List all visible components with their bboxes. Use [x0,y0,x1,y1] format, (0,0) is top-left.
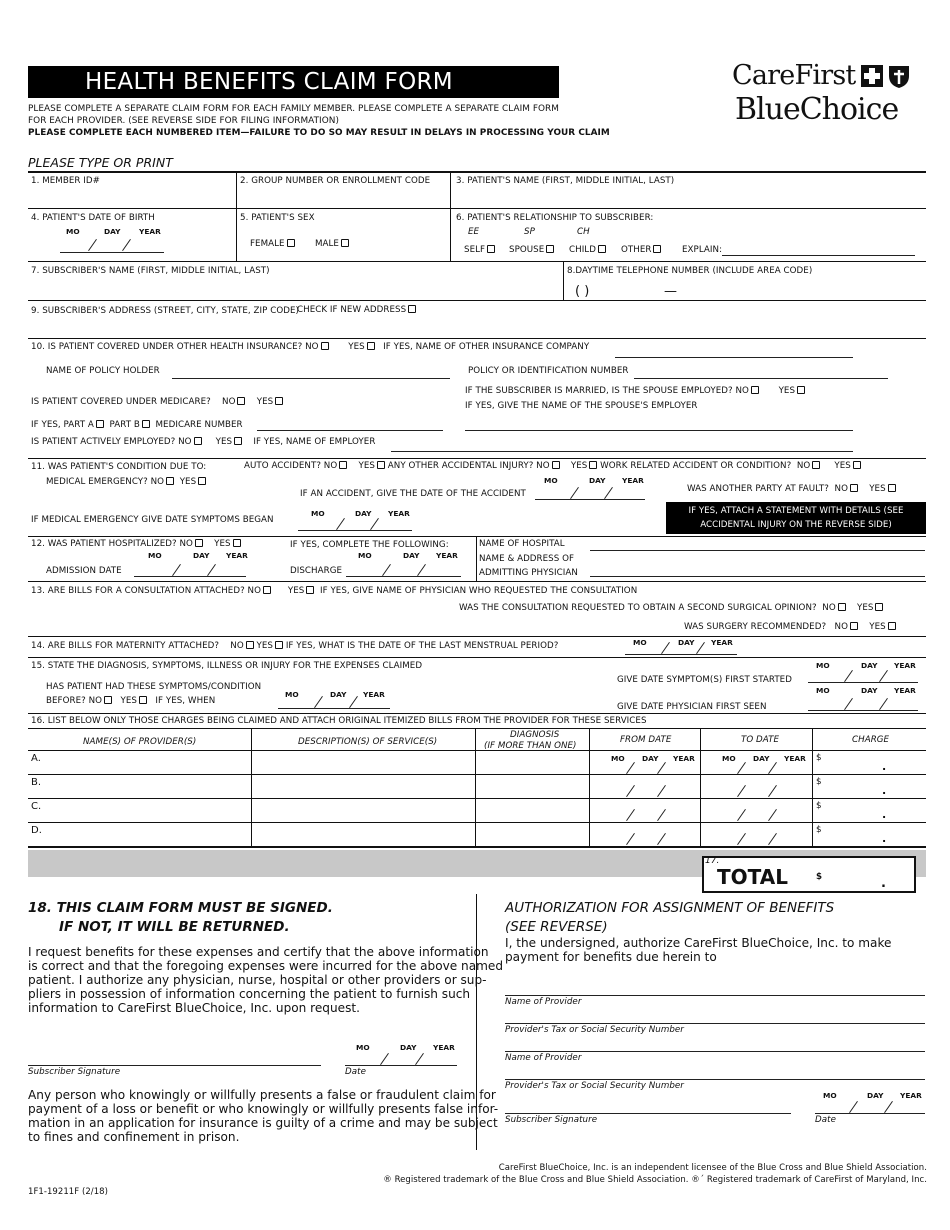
emergency-date-label: IF MEDICAL EMERGENCY GIVE DATE SYMPTOMS BEGAN [31,515,274,525]
assignment-heading: AUTHORIZATION FOR ASSIGNMENT OF BENEFITS [505,900,835,916]
day-label: DAY [867,1091,884,1100]
day-label: DAY [400,1043,417,1052]
ee-label: EE [468,227,480,237]
complete-following-label: IF YES, COMPLETE THE FOLLOWING: [290,540,449,550]
group-number-field[interactable] [238,186,448,206]
consultation-question[interactable]: 13. ARE BILLS FOR A CONSULTATION ATTACHED? NO YES IF YES, GIVE NAME OF PHYSICIAN WHO REQUESTED THE CONSULTATION [31,586,638,596]
footer-licensee: CareFirst BlueChoice, Inc. is an independent licensee of the Blue Cross and Blue Shield Association. [498,1163,927,1173]
medicare-parts[interactable]: IF YES, PART A PART B MEDICARE NUMBER [31,420,243,430]
col-from-date: FROM DATE [620,735,672,745]
col-provider: NAME(S) OF PROVIDER(S) [83,737,197,747]
accident-date-field[interactable] [535,499,645,500]
surgery-question[interactable]: WAS SURGERY RECOMMENDED? NO YES [684,622,896,632]
phone-dash: — [664,284,677,299]
charge-dot-b: . [882,784,887,797]
day-label: DAY [104,227,121,236]
authorization-text: I, the undersigned, authorize CareFirst BlueChoice, Inc. to make payment for benefits due herein to [505,936,892,964]
charges-label: 16. LIST BELOW ONLY THOSE CHARGES BEING CLAIMED AND ATTACH ORIGINAL ITEMIZED BILLS FROM THE PROVIDER FOR THESE SERVICES [31,716,647,726]
explain-field[interactable] [722,255,915,256]
instructions-line-1: PLEASE COMPLETE A SEPARATE CLAIM FORM FOR EACH FAMILY MEMBER. PLEASE COMPLETE A SEPARATE CLAIM FORM [28,104,559,114]
mo-label: MO [544,476,558,485]
day-label: DAY [861,686,878,695]
policy-id-field[interactable] [634,378,888,379]
spouse-employed-question[interactable]: IF THE SUBSCRIBER IS MARRIED, IS THE SPOUSE EMPLOYED? NO YES [465,386,805,396]
mo-label: MO [358,551,372,560]
year-label: YEAR [436,551,458,560]
medicare-question[interactable]: IS PATIENT COVERED UNDER MEDICARE? NO YES [31,397,283,407]
year-label: YEAR [363,690,385,699]
dob-field[interactable] [60,252,164,253]
group-number-label: 2. GROUP NUMBER OR ENROLLMENT CODE [240,176,431,186]
symptoms-when-field[interactable] [278,708,390,709]
charge-dot-d: . [882,832,887,845]
form-title: HEALTH BENEFITS CLAIM FORM [28,66,559,98]
logo-bluechoice: BlueChoice [735,92,899,127]
logo-carefirst: CareFirst [732,60,856,91]
day-label: DAY [193,551,210,560]
employed-question[interactable]: IS PATIENT ACTIVELY EMPLOYED? NO YES IF YES, NAME OF EMPLOYER [31,437,376,447]
cross-shield-icon [861,63,913,93]
spouse-employer-field[interactable] [465,430,853,431]
total-dollar: $ [816,872,823,882]
day-label: DAY [589,476,606,485]
physician-seen-label: GIVE DATE PHYSICIAN FIRST SEEN [617,702,767,712]
year-label: YEAR [784,754,806,763]
medical-emergency-question[interactable]: MEDICAL EMERGENCY? NO YES [46,477,206,487]
day-label: DAY [330,690,347,699]
provider-name-field-2[interactable] [505,1051,925,1052]
spouse-checkbox [546,245,554,253]
had-symptoms-label: HAS PATIENT HAD THESE SYMPTOMS/CONDITION [46,682,262,692]
assignment-date-label: Date [815,1115,836,1125]
medicare-number-field[interactable] [257,430,443,431]
footer-trademark: ® Registered trademark of the Blue Cross and Blue Shield Association. ®´ Registered trademark of CareFirst of Maryland, Inc. [383,1175,927,1185]
other-party-question[interactable]: WAS ANOTHER PARTY AT FAULT? NO YES [687,484,896,494]
year-label: YEAR [226,551,248,560]
year-label: YEAR [711,638,733,647]
other-option[interactable]: OTHER [621,245,661,255]
member-id-field[interactable] [30,186,235,206]
condition-label: 11. WAS PATIENT'S CONDITION DUE TO: [31,462,207,472]
diagnosis-label: 15. STATE THE DIAGNOSIS, SYMPTOMS, ILLNESS OR INJURY FOR THE EXPENSES CLAIMED [31,661,423,671]
female-checkbox [287,239,295,247]
instructions-line-3: PLEASE COMPLETE EACH NUMBERED ITEM—FAILURE TO DO SO MAY RESULT IN DELAYS IN PROCESSING YOUR CLAIM [28,128,610,138]
total-label: TOTAL [717,865,788,889]
year-label: YEAR [433,1043,455,1052]
relationship-label: 6. PATIENT'S RELATIONSHIP TO SUBSCRIBER: [456,213,654,223]
policy-holder-field[interactable] [172,378,450,379]
col-to-date: TO DATE [741,735,780,745]
other-insurance-question[interactable]: 10. IS PATIENT COVERED UNDER OTHER HEALTH INSURANCE? NO YES IF YES, NAME OF OTHER INSURANCE COMPANY [31,342,590,352]
provider-name-label-1: Name of Provider [505,997,582,1007]
row-label-b: B. [31,777,42,788]
mo-label: MO [823,1091,837,1100]
admission-label: ADMISSION DATE [46,566,122,576]
day-label: DAY [642,754,659,763]
form-code: 1F1-19211F (2/18) [28,1187,108,1197]
member-id-label: 1. MEMBER ID# [31,176,100,186]
before-question[interactable]: BEFORE? NO YES IF YES, WHEN [46,696,216,706]
certification-text: I request benefits for these expenses and certify that the above information is correct and that the foregoing expenses were incurred for the above named patient. I authorize any physician, nurse, hospital or other providers or sup- pliers in possession of information concerning the patient to furnish such information to CareFirst BlueChoice, Inc. upon request. [28,945,504,1015]
provider-name-label-2: Name of Provider [505,1053,582,1063]
instructions-line-2: FOR EACH PROVIDER. (SEE REVERSE SIDE FOR FILING INFORMATION) [28,116,339,126]
type-or-print: PLEASE TYPE OR PRINT [28,155,173,170]
fraud-warning: Any person who knowingly or willfully presents a false or fraudulent claim for payment of a loss or benefit or who knowingly or willfully presents false infor- mation in an application for insurance is guilty of a crime and may be subject to fines and confinement in prison. [28,1088,499,1144]
year-label: YEAR [139,227,161,236]
year-label: YEAR [900,1091,922,1100]
mo-label: MO [633,638,647,647]
provider-tax-field-2[interactable] [505,1079,925,1080]
must-sign-heading: 18. THIS CLAIM FORM MUST BE SIGNED. [28,900,333,916]
mo-label: MO [148,551,162,560]
admitting-physician-field[interactable] [590,576,925,577]
female-option[interactable]: FEMALE [250,239,295,249]
mo-label: MO [816,686,830,695]
day-label: DAY [355,509,372,518]
sex-label: 5. PATIENT'S SEX [240,213,315,223]
row-label-d: D. [31,825,42,836]
admitting-label-2: ADMITTING PHYSICIAN [479,568,578,578]
hospitalized-question[interactable]: 12. WAS PATIENT HOSPITALIZED? NO YES [31,539,241,549]
signature-date-field[interactable] [345,1065,457,1066]
auto-accident-question[interactable]: AUTO ACCIDENT? NO YES ANY OTHER ACCIDENTAL INJURY? NO YES WORK RELATED ACCIDENT OR CONDITION? NO YES [244,461,861,471]
male-checkbox [341,239,349,247]
child-checkbox [598,245,606,253]
mo-label: MO [66,227,80,236]
symptoms-started-label: GIVE DATE SYMPTOM(S) FIRST STARTED [617,675,792,685]
day-label: DAY [753,754,770,763]
subscriber-signature-field[interactable] [28,1065,321,1066]
hospital-name-label: NAME OF HOSPITAL [479,539,565,549]
phone-label: 8.DAYTIME TELEPHONE NUMBER (INCLUDE AREA CODE) [567,266,813,276]
employer-field[interactable] [391,451,853,452]
signature-date-label: Date [345,1067,366,1077]
other-checkbox [653,245,661,253]
address-field[interactable] [30,318,924,336]
dob-label: 4. PATIENT'S DATE OF BIRTH [31,213,155,223]
col-diagnosis: DIAGNOSIS [510,730,560,740]
assignment-signature-label: Subscriber Signature [505,1115,598,1125]
day-label: DAY [861,661,878,670]
policy-id-label: POLICY OR IDENTIFICATION NUMBER [468,366,629,376]
symptoms-started-field[interactable] [808,682,918,683]
charge-dot-c: . [882,808,887,821]
mo-label: MO [311,509,325,518]
subscriber-signature-label: Subscriber Signature [28,1067,121,1077]
charge-dollar-d: $ [816,825,822,835]
admitting-label-1: NAME & ADDRESS OF [479,554,575,564]
explain-label: EXPLAIN: [682,245,723,255]
spouse-employer-label: IF YES, GIVE THE NAME OF THE SPOUSE'S EMPLOYER [465,401,698,411]
menstrual-date-field[interactable] [625,654,737,655]
subscriber-name-label: 7. SUBSCRIBER'S NAME (FIRST, MIDDLE INITIAL, LAST) [31,266,270,276]
accident-date-label: IF AN ACCIDENT, GIVE THE DATE OF THE ACCIDENT [300,489,526,499]
provider-tax-label-1: Provider's Tax or Social Security Number [505,1025,684,1035]
mo-label: MO [356,1043,370,1052]
col-charge: CHARGE [852,735,890,745]
ch-label: CH [577,227,590,237]
second-opinion-question[interactable]: WAS THE CONSULTATION REQUESTED TO OBTAIN A SECOND SURGICAL OPINION? NO YES [459,603,883,613]
maternity-question[interactable]: 14. ARE BILLS FOR MATERNITY ATTACHED? NO YES IF YES, WHAT IS THE DATE OF THE LAST MENSTRUAL PERIOD? [31,641,559,651]
row-label-c: C. [31,801,42,812]
patient-name-field[interactable] [452,186,924,206]
see-reverse: (SEE REVERSE) [505,919,608,935]
sp-label: SP [524,227,535,237]
mo-label: MO [611,754,625,763]
new-address-option[interactable]: CHECK IF NEW ADDRESS [297,305,416,315]
charge-dollar-a: $ [816,753,822,763]
total-dot: . [881,876,886,891]
year-label: YEAR [388,509,410,518]
charge-dollar-c: $ [816,801,822,811]
attach-statement-note: IF YES, ATTACH A STATEMENT WITH DETAILS (SEE ACCIDENTAL INJURY ON THE REVERSE SIDE) [666,502,926,534]
address-label: 9. SUBSCRIBER'S ADDRESS (STREET, CITY, STATE, ZIP CODE) [31,306,299,316]
returned-heading: IF NOT, IT WILL BE RETURNED. [59,919,290,935]
col-description: DESCRIPTION(S) OF SERVICE(S) [298,737,438,747]
policy-holder-label: NAME OF POLICY HOLDER [46,366,160,376]
charge-dollar-b: $ [816,777,822,787]
total-number: 17. [705,856,720,866]
year-label: YEAR [894,686,916,695]
mo-label: MO [816,661,830,670]
assignment-date-field[interactable] [815,1113,925,1114]
child-option[interactable]: CHILD [569,245,606,255]
col-diagnosis-sub: (IF MORE THAN ONE) [484,741,577,751]
new-address-checkbox [408,305,416,313]
charge-dot-a: . [882,760,887,773]
discharge-label: DISCHARGE [290,566,343,576]
self-checkbox [487,245,495,253]
year-label: YEAR [622,476,644,485]
emergency-date-field[interactable] [298,530,412,531]
mo-label: MO [285,690,299,699]
year-label: YEAR [673,754,695,763]
provider-tax-label-2: Provider's Tax or Social Security Number [505,1081,684,1091]
day-label: DAY [403,551,420,560]
patient-name-label: 3. PATIENT'S NAME (FIRST, MIDDLE INITIAL, LAST) [456,176,675,186]
subscriber-name-field[interactable] [30,278,560,298]
row-label-a: A. [31,753,41,764]
provider-tax-field-1[interactable] [505,1023,925,1024]
male-option[interactable]: MALE [315,239,349,249]
spouse-option[interactable]: SPOUSE [509,245,554,255]
phone-area-code[interactable]: ( ) [575,284,590,299]
day-label: DAY [678,638,695,647]
year-label: YEAR [894,661,916,670]
provider-name-field-1[interactable] [505,995,925,996]
discharge-date-field[interactable] [346,576,461,577]
assignment-signature-field[interactable] [505,1113,791,1114]
other-insurance-field[interactable] [615,357,853,358]
self-option[interactable]: SELF [464,245,495,255]
admission-date-field[interactable] [134,576,246,577]
mo-label: MO [722,754,736,763]
physician-seen-field[interactable] [808,710,918,711]
hospital-name-field[interactable] [590,550,925,551]
